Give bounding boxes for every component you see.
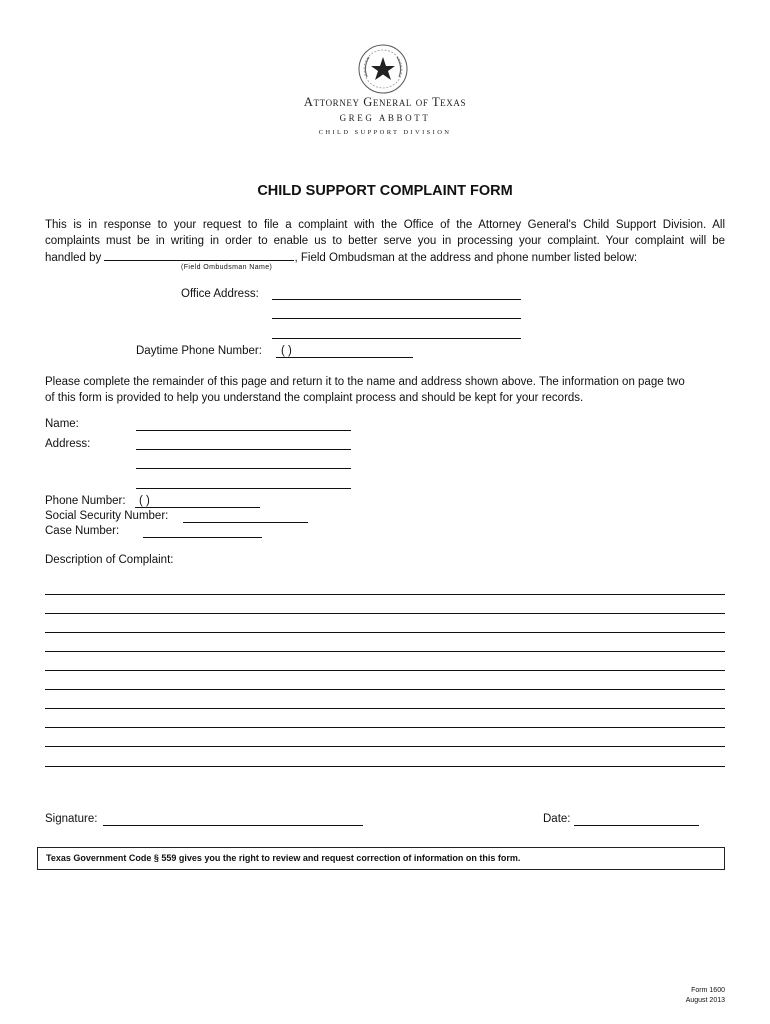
case-number-field[interactable] [143, 537, 262, 538]
description-line-6[interactable] [45, 689, 725, 690]
ssn-label: Social Security Number: [45, 510, 169, 522]
daytime-phone-area-code: ( ) [281, 345, 292, 357]
name-field[interactable] [136, 430, 351, 431]
ombudsman-name-caption: (Field Ombudsman Name) [181, 264, 273, 271]
office-address-line-3[interactable] [272, 338, 521, 339]
description-label: Description of Complaint: [45, 554, 174, 566]
phone-number-label: Phone Number: [45, 495, 126, 507]
intro-line-3-rest: , Field Ombudsman at the address and phone number listed below: [294, 252, 638, 264]
privacy-notice-box [37, 847, 725, 870]
signature-label: Signature: [45, 813, 98, 825]
phone-number-area-code: ( ) [139, 495, 150, 507]
description-line-8[interactable] [45, 727, 725, 728]
agency-division: CHILD SUPPORT DIVISION [318, 129, 452, 136]
office-address-line-2[interactable] [272, 318, 521, 319]
form-footer [686, 986, 725, 1006]
name-label: Name: [45, 418, 79, 430]
instructions-paragraph [45, 374, 725, 406]
description-line-7[interactable] [45, 708, 725, 709]
date-field[interactable] [574, 825, 699, 826]
texas-star-seal-icon [357, 43, 409, 95]
office-address-line-1[interactable] [272, 299, 521, 300]
intro-line-1: This is in response to your request to file a complaint with the Office of the Attorney General's Child Support Division. All [45, 219, 725, 231]
handled-by-label: handled by [45, 252, 102, 264]
address-line-3[interactable] [136, 488, 351, 489]
description-line-9[interactable] [45, 746, 725, 747]
intro-line-2: complaints must be in writing in order to enable us to better serve you in processing your complaint. Your complaint will be [45, 235, 725, 247]
daytime-phone-label: Daytime Phone Number: [136, 345, 262, 357]
intro-paragraph [45, 217, 725, 266]
description-line-10[interactable] [45, 766, 725, 767]
form-date: August 2013 [685, 997, 725, 1004]
description-line-2[interactable] [45, 613, 725, 614]
case-number-label: Case Number: [45, 525, 120, 537]
office-address-label: Office Address: [181, 288, 259, 300]
instructions-line-2: of this form is provided to help you understand the complaint process and should be kept for your records. [45, 392, 584, 404]
privacy-notice-text: Texas Government Code § 559 gives you the right to review and request correction of information on this form. [46, 853, 521, 863]
form-number: Form 1600 [691, 987, 725, 994]
description-line-5[interactable] [45, 670, 725, 671]
signature-field[interactable] [103, 825, 363, 826]
form-title: CHILD SUPPORT COMPLAINT FORM [257, 183, 513, 199]
ssn-field[interactable] [183, 522, 308, 523]
description-line-3[interactable] [45, 632, 725, 633]
daytime-phone-field[interactable] [276, 357, 413, 358]
description-line-4[interactable] [45, 651, 725, 652]
address-label: Address: [45, 438, 91, 450]
instructions-line-1: Please complete the remainder of this page and return it to the name and address shown above. The information on page two [45, 376, 685, 388]
intro-line-3 [45, 249, 725, 266]
phone-number-field[interactable] [135, 507, 260, 508]
description-line-1[interactable] [45, 594, 725, 595]
address-line-1[interactable] [136, 449, 351, 450]
address-line-2[interactable] [136, 468, 351, 469]
ombudsman-name-field[interactable] [104, 249, 294, 261]
agency-name: Attorney General of Texas [303, 95, 467, 109]
agency-person: GREG ABBOTT [339, 113, 431, 123]
date-label: Date: [543, 813, 571, 825]
